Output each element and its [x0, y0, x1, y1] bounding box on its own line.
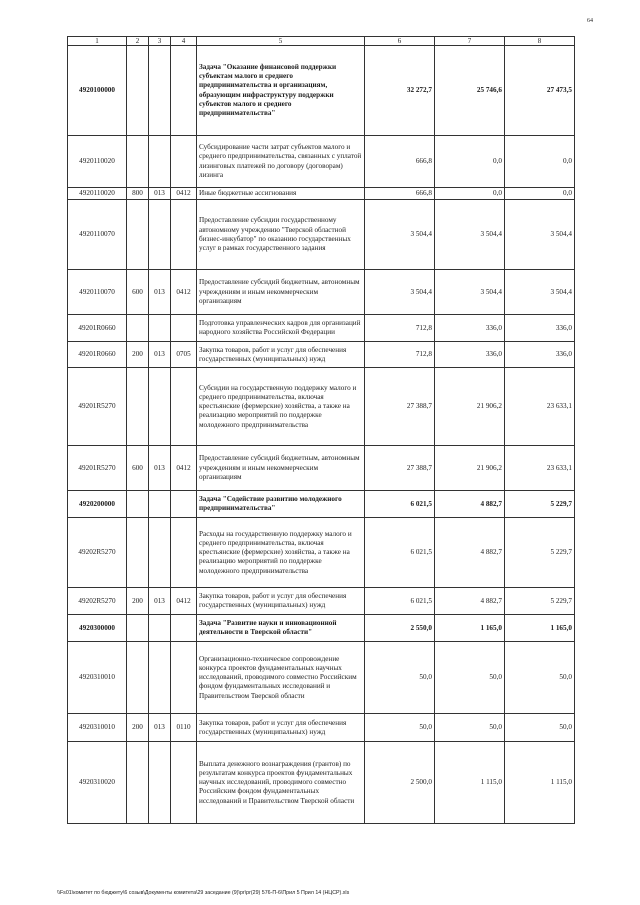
subsection-code: [171, 642, 197, 714]
kcsr-code: 4920110070: [68, 200, 127, 270]
task-row: [68, 615, 575, 642]
table-row: [68, 188, 575, 200]
expense-type: 600: [127, 270, 149, 315]
expense-type: 200: [127, 588, 149, 615]
table-row: [68, 588, 575, 615]
amount-year-3: 336,0: [505, 342, 575, 368]
amount-year-1: 50,0: [365, 642, 435, 714]
subsection-code: [171, 742, 197, 824]
item-name: Предоставление субсидии государственному автономному учреждению "Тверской областной бизнес-инкубатор" по оказанию государственных услуг в рамках государственного задания: [197, 200, 365, 270]
amount-year-3: 3 504,4: [505, 270, 575, 315]
amount-year-3: 5 229,7: [505, 518, 575, 588]
kcsr-code: 49201R0660: [68, 342, 127, 368]
amount-year-1: 712,8: [365, 315, 435, 342]
table-row: [68, 315, 575, 342]
kcsr-code: 4920310010: [68, 714, 127, 742]
section-code: 013: [149, 270, 171, 315]
column-number: 4: [171, 37, 197, 46]
amount-year-3: 23 633,1: [505, 446, 575, 491]
item-name: Подготовка управленческих кадров для организаций народного хозяйства Российской Федерации: [197, 315, 365, 342]
section-code: [149, 315, 171, 342]
item-name: Закупка товаров, работ и услуг для обеспечения государственных (муниципальных) нужд: [197, 342, 365, 368]
amount-year-1: 666,8: [365, 188, 435, 200]
amount-year-3: 5 229,7: [505, 588, 575, 615]
expense-type: 800: [127, 188, 149, 200]
expense-type: [127, 615, 149, 642]
amount-year-1: 3 504,4: [365, 200, 435, 270]
kcsr-code: 4920310020: [68, 742, 127, 824]
budget-table: [67, 36, 575, 824]
amount-year-3: 3 504,4: [505, 200, 575, 270]
item-name: Предоставление субсидий бюджетным, автономным учреждениям и иным некоммерческим организациям: [197, 270, 365, 315]
expense-type: [127, 136, 149, 188]
amount-year-1: 6 021,5: [365, 518, 435, 588]
table-row: [68, 368, 575, 446]
amount-year-1: 27 388,7: [365, 368, 435, 446]
expense-type: [127, 315, 149, 342]
amount-year-2: 21 906,2: [435, 446, 505, 491]
section-code: 013: [149, 588, 171, 615]
kcsr-code: 4920110070: [68, 270, 127, 315]
table-row: [68, 714, 575, 742]
section-code: [149, 615, 171, 642]
amount-year-1: 2 550,0: [365, 615, 435, 642]
subsection-code: [171, 491, 197, 518]
section-code: 013: [149, 188, 171, 200]
kcsr-code: 49201R0660: [68, 315, 127, 342]
expense-type: 200: [127, 714, 149, 742]
item-name: Задача "Развитие науки и инновационной деятельности в Тверской области": [197, 615, 365, 642]
section-code: 013: [149, 446, 171, 491]
kcsr-code: 4920100000: [68, 46, 127, 136]
kcsr-code: 49201R5270: [68, 446, 127, 491]
amount-year-3: 27 473,5: [505, 46, 575, 136]
amount-year-2: 0,0: [435, 188, 505, 200]
task-row: [68, 491, 575, 518]
table-row: [68, 518, 575, 588]
kcsr-code: 4920110020: [68, 188, 127, 200]
amount-year-1: 712,8: [365, 342, 435, 368]
subsection-code: 0412: [171, 270, 197, 315]
amount-year-2: 0,0: [435, 136, 505, 188]
table-row: [68, 642, 575, 714]
table-body: [68, 37, 575, 824]
expense-type: 600: [127, 446, 149, 491]
kcsr-code: 49202R5270: [68, 588, 127, 615]
table-row: [68, 136, 575, 188]
page-number: 64: [587, 18, 593, 24]
amount-year-1: 32 272,7: [365, 46, 435, 136]
amount-year-3: 336,0: [505, 315, 575, 342]
item-name: Закупка товаров, работ и услуг для обеспечения государственных (муниципальных) нужд: [197, 588, 365, 615]
column-number-row: [68, 37, 575, 46]
kcsr-code: 49201R5270: [68, 368, 127, 446]
column-number: 1: [68, 37, 127, 46]
expense-type: [127, 491, 149, 518]
amount-year-1: 50,0: [365, 714, 435, 742]
amount-year-2: 21 906,2: [435, 368, 505, 446]
amount-year-2: 336,0: [435, 342, 505, 368]
column-number: 8: [505, 37, 575, 46]
item-name: Предоставление субсидий бюджетным, автономным учреждениям и иным некоммерческим организациям: [197, 446, 365, 491]
section-code: [149, 368, 171, 446]
section-code: [149, 200, 171, 270]
amount-year-2: 4 882,7: [435, 491, 505, 518]
item-name: Выплата денежного вознаграждения (грантов) по результатам конкурса проектов фундаментальных научных исследований, проводимого совместно Российским фондом фундаментальных исследований и Правительством Тверской области: [197, 742, 365, 824]
kcsr-code: 4920200000: [68, 491, 127, 518]
expense-type: [127, 368, 149, 446]
table-row: [68, 342, 575, 368]
section-code: 013: [149, 714, 171, 742]
expense-type: [127, 518, 149, 588]
amount-year-1: 6 021,5: [365, 588, 435, 615]
amount-year-2: 25 746,6: [435, 46, 505, 136]
amount-year-2: 336,0: [435, 315, 505, 342]
section-code: [149, 491, 171, 518]
expense-type: [127, 46, 149, 136]
amount-year-1: 666,8: [365, 136, 435, 188]
amount-year-3: 23 633,1: [505, 368, 575, 446]
column-number: 7: [435, 37, 505, 46]
subsection-code: [171, 46, 197, 136]
table-row: [68, 742, 575, 824]
subsection-code: 0705: [171, 342, 197, 368]
column-number: 6: [365, 37, 435, 46]
expense-type: [127, 642, 149, 714]
subsection-code: [171, 200, 197, 270]
item-name: Субсидии на государственную поддержку малого и среднего предпринимательства, включая крестьянские (фермерские) хозяйства, а также на реализацию мероприятий по поддержке молодежного предпринимательства: [197, 368, 365, 446]
subsection-code: [171, 315, 197, 342]
table-row: [68, 446, 575, 491]
amount-year-2: 50,0: [435, 714, 505, 742]
amount-year-3: 0,0: [505, 136, 575, 188]
column-number: 2: [127, 37, 149, 46]
amount-year-2: 3 504,4: [435, 200, 505, 270]
amount-year-2: 50,0: [435, 642, 505, 714]
kcsr-code: 4920300000: [68, 615, 127, 642]
item-name: Иные бюджетные ассигнования: [197, 188, 365, 200]
amount-year-2: 4 882,7: [435, 588, 505, 615]
amount-year-1: 2 500,0: [365, 742, 435, 824]
file-path-footer: \\Fs01\комитет по бюджету\6 созыв\Документы комитета\29 заседание (9)\pr\pr(29) 576-П-6\Прил 5 Прил 14 (НЦСР).xls: [57, 890, 350, 896]
subsection-code: 0412: [171, 188, 197, 200]
section-code: [149, 136, 171, 188]
amount-year-3: 50,0: [505, 714, 575, 742]
amount-year-2: 1 165,0: [435, 615, 505, 642]
kcsr-code: 4920110020: [68, 136, 127, 188]
subsection-code: [171, 518, 197, 588]
subsection-code: [171, 136, 197, 188]
subsection-code: 0110: [171, 714, 197, 742]
table-row: [68, 200, 575, 270]
column-number: 5: [197, 37, 365, 46]
amount-year-3: 1 115,0: [505, 742, 575, 824]
kcsr-code: 4920310010: [68, 642, 127, 714]
section-code: 013: [149, 342, 171, 368]
section-code: [149, 518, 171, 588]
item-name: Задача "Оказание финансовой поддержки субъектам малого и среднего предпринимательства и организациям, образующим инфраструктуру поддержки субъектов малого и среднего предпринимательства": [197, 46, 365, 136]
table-row: [68, 270, 575, 315]
item-name: Расходы на государственную поддержку малого и среднего предпринимательства, включая крестьянские (фермерские) хозяйства, а также на реализацию мероприятий по поддержке молодежного предпринимательства: [197, 518, 365, 588]
item-name: Организационно-техническое сопровождение конкурса проектов фундаментальных научных исследований, проводимого совместно Российским фондом фундаментальных исследований и Правительством Тверской области: [197, 642, 365, 714]
column-number: 3: [149, 37, 171, 46]
amount-year-1: 27 388,7: [365, 446, 435, 491]
section-code: [149, 742, 171, 824]
subsection-code: [171, 368, 197, 446]
amount-year-1: 6 021,5: [365, 491, 435, 518]
subsection-code: 0412: [171, 588, 197, 615]
amount-year-3: 1 165,0: [505, 615, 575, 642]
item-name: Субсидирование части затрат субъектов малого и среднего предпринимательства, связанных с уплатой лизинговых платежей по договору (договорам) лизинга: [197, 136, 365, 188]
section-code: [149, 642, 171, 714]
subsection-code: 0412: [171, 446, 197, 491]
item-name: Задача "Содействие развитию молодежного предпринимательства": [197, 491, 365, 518]
amount-year-3: 50,0: [505, 642, 575, 714]
amount-year-3: 0,0: [505, 188, 575, 200]
amount-year-2: 4 882,7: [435, 518, 505, 588]
subsection-code: [171, 615, 197, 642]
task-row: [68, 46, 575, 136]
expense-type: [127, 200, 149, 270]
item-name: Закупка товаров, работ и услуг для обеспечения государственных (муниципальных) нужд: [197, 714, 365, 742]
amount-year-2: 1 115,0: [435, 742, 505, 824]
expense-type: 200: [127, 342, 149, 368]
kcsr-code: 49202R5270: [68, 518, 127, 588]
amount-year-3: 5 229,7: [505, 491, 575, 518]
amount-year-2: 3 504,4: [435, 270, 505, 315]
expense-type: [127, 742, 149, 824]
section-code: [149, 46, 171, 136]
amount-year-1: 3 504,4: [365, 270, 435, 315]
